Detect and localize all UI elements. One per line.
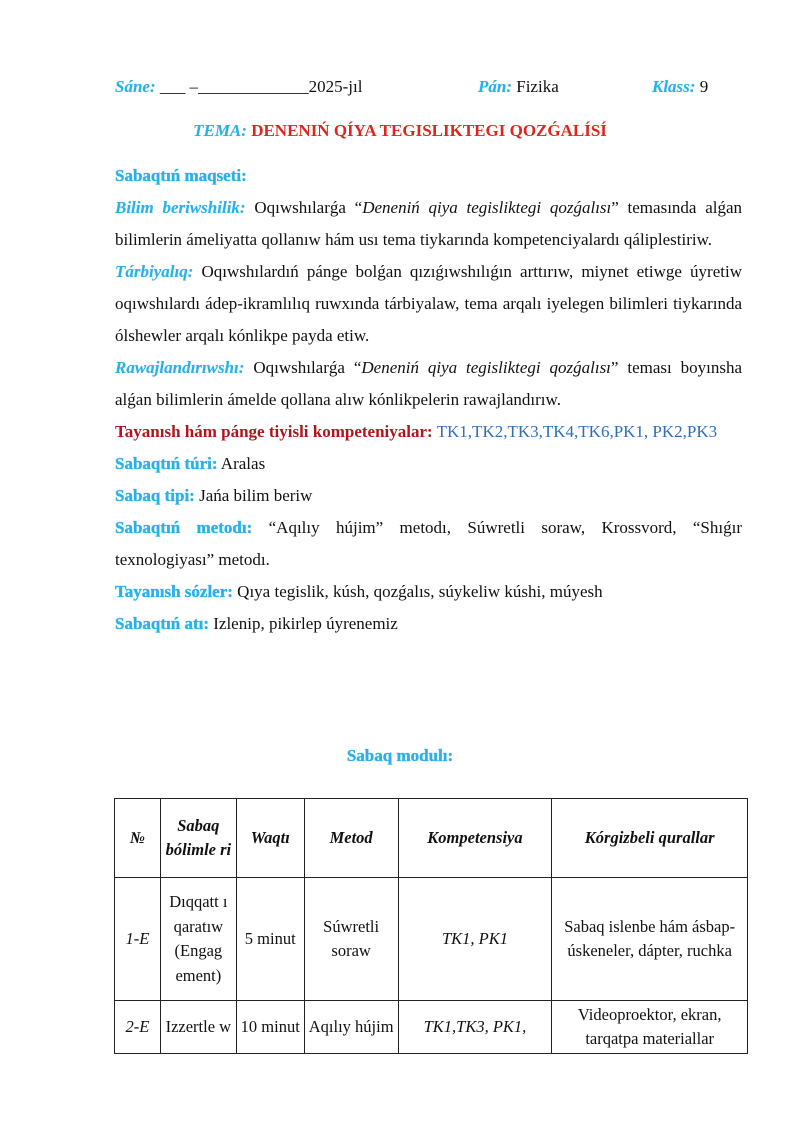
table-row [115, 1001, 748, 1054]
lesson-name-line [115, 608, 742, 640]
lesson-method-value: “Aqılıy hújim” metodı, Súwretli soraw, Krossvord, “Shıǵır texnologiyası” metodı. [115, 518, 742, 569]
row-tools: Sabaq islenbe hám ásbap-úskeneler, dápter, ruchka [552, 878, 748, 1001]
row-time: 10 minut [236, 1001, 304, 1054]
subject-value: Fizika [512, 77, 559, 96]
col-header-method: Metod [304, 799, 398, 878]
competencies-line [115, 416, 742, 448]
col-header-tools: Kórgizbeli qurallar [552, 799, 748, 878]
goal-rawaj-text-post: ” teması boyınsha alǵan bilimlerin ámelde qollana alıw kónlikpelerin rawajlandırıw. [115, 358, 742, 409]
lesson-type-label: Sabaqtıń túri: [115, 454, 218, 473]
key-words-line [115, 576, 742, 608]
module-heading-line [0, 746, 800, 766]
key-words-label: Tayanısh sózler: [115, 582, 233, 601]
col-header-time: Waqtı [236, 799, 304, 878]
subject-label: Pán: [478, 77, 512, 96]
goal-tarbiya-text: Oqıwshılardıń pánge bolǵan qızıǵıwshılıǵın arttırıw, miynet etiwge úyretiw oqıwshılardı ádep-ikramlılıq ruwxında tárbiyalaw, tema arqalı iyelegen bilimleri tiykarında ólshewler arqalı kónlikpe payda etiw. [115, 262, 742, 345]
goal-tarbiya-label: Tárbiyalıq: [115, 262, 194, 281]
goal-rawaj-text-pre: Oqıwshılarǵa “ [244, 358, 362, 377]
date-field [115, 76, 362, 98]
table-row [115, 878, 748, 1001]
goal-rawaj-label: Rawajlandırıwshı: [115, 358, 245, 377]
date-value: ___ –_____________2025-jıl [155, 77, 363, 96]
goals-heading: Sabaqtıń maqseti: [115, 166, 247, 185]
subject-field [478, 76, 559, 98]
lesson-tipi-value: Jańa bilim beriw [194, 486, 313, 505]
goal-bilim-text-post: ” temasında alǵan bilimlerin ámeliyatta qollanıw hám usı tema tiykarında kompetenciyalardı qáliplestiriw. [115, 198, 743, 249]
row-method: Aqılıy hújim [304, 1001, 398, 1054]
goal-bilim-topic: Deneniń qiya tegisliktegi qozǵalısı [362, 198, 612, 217]
col-header-competency: Kompetensiya [398, 799, 552, 878]
lesson-name-label: Sabaqtıń atı: [115, 614, 209, 633]
row-number: 1-E [115, 878, 161, 1001]
lesson-plan-body [115, 160, 742, 640]
date-label: Sáne: [115, 77, 156, 96]
row-section: Dıqqatt ı qaratıw (Engag ement) [160, 878, 236, 1001]
row-tools: Videoproektor, ekran, tarqatpa materiallar [552, 1001, 748, 1054]
row-time: 5 minut [236, 878, 304, 1001]
lesson-type-line [115, 448, 742, 480]
goal-bilim [115, 192, 742, 256]
lesson-topic [0, 120, 800, 142]
col-header-section: Sabaq bólimle ri [160, 799, 236, 878]
goal-rawaj-topic: Deneniń qiya tegisliktegi qozǵalısı [361, 358, 611, 377]
module-heading: Sabaq modulı: [346, 746, 454, 765]
lesson-method-line [115, 512, 742, 576]
lesson-method-label: Sabaqtıń metodı: [115, 518, 253, 537]
competencies-label: Tayanısh hám pánge tiyisli kompeteniyalar: [115, 422, 433, 441]
class-label: Klass: [652, 77, 696, 96]
row-method: Súwretli soraw [304, 878, 398, 1001]
module-table-header [115, 799, 748, 878]
class-field [652, 76, 708, 98]
goals-heading-line [115, 160, 742, 192]
row-competency: TK1,TK3, PK1, [398, 1001, 552, 1054]
tema-title: DENENIŃ QÍYA TEGISLIKTEGI QOZǴALÍSÍ [251, 121, 607, 140]
row-number: 2-E [115, 1001, 161, 1054]
tema-label: TEMA: [193, 121, 247, 140]
lesson-type-value: Aralas [217, 454, 266, 473]
goal-bilim-text-pre: Oqıwshılarǵa “ [245, 198, 363, 217]
competencies-values: TK1,TK2,TK3,TK4,TK6,PK1, PK2,PK3 [432, 422, 718, 441]
key-words-value: Qıya tegislik, kúsh, qozǵalıs, súykeliw kúshi, múyesh [232, 582, 603, 601]
lesson-tipi-label: Sabaq tipi: [115, 486, 195, 505]
goal-bilim-label: Bilim beriwshilik: [115, 198, 246, 217]
row-section: Izzertle w [160, 1001, 236, 1054]
row-competency: TK1, PK1 [398, 878, 552, 1001]
goal-rawaj [115, 352, 742, 416]
lesson-tipi-line [115, 480, 742, 512]
col-header-number: № [115, 799, 161, 878]
goal-tarbiya [115, 256, 742, 352]
module-table [114, 798, 748, 1054]
lesson-name-value: Izlenip, pikirlep úyrenemiz [209, 614, 398, 633]
class-value: 9 [695, 77, 709, 96]
